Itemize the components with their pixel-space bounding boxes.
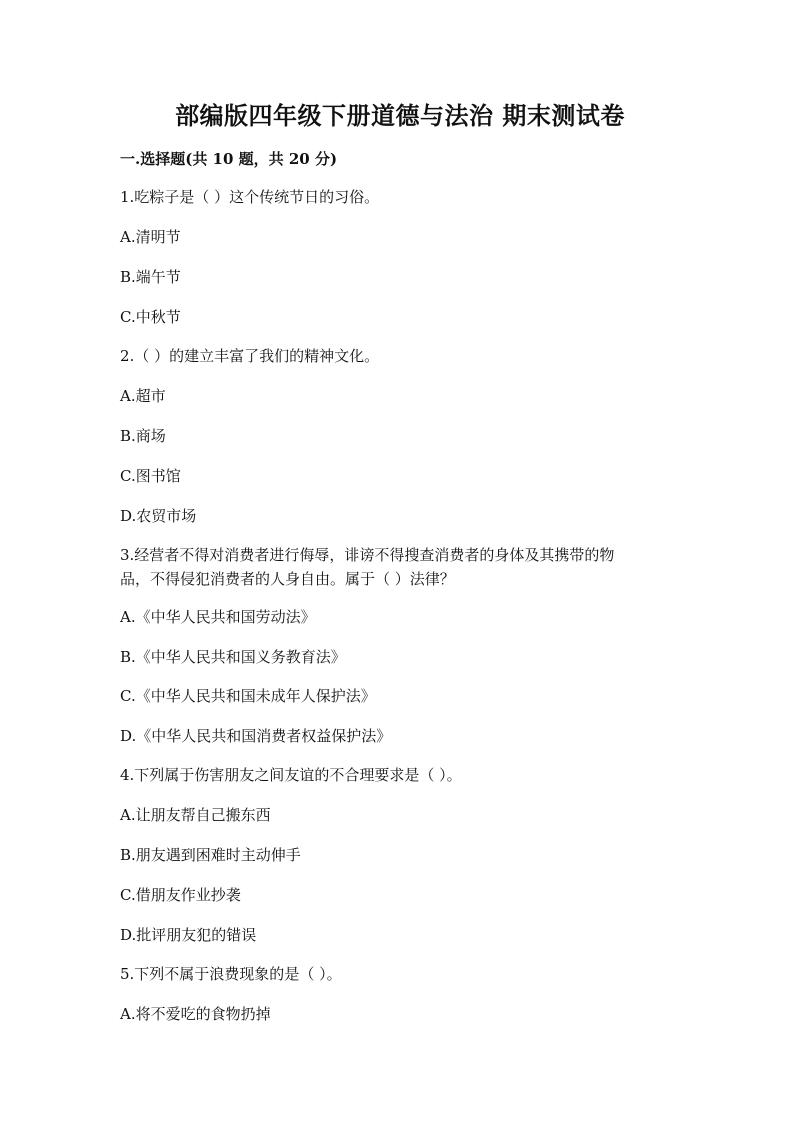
question-2-option-a: A.超市 <box>120 387 166 405</box>
question-5-option-a: A.将不爱吃的食物扔掉 <box>120 1005 271 1023</box>
question-1-option-a: A.清明节 <box>120 228 181 246</box>
question-4-stem: 4.下列属于伤害朋友之间友谊的不合理要求是（ ）。 <box>120 766 462 784</box>
question-4-option-a: A.让朋友帮自己搬东西 <box>120 806 271 824</box>
question-3-option-d: D.《中华人民共和国消费者权益保护法》 <box>120 727 392 745</box>
question-1-option-b: B.端午节 <box>120 268 181 286</box>
question-3-option-c: C.《中华人民共和国未成年人保护法》 <box>120 687 376 705</box>
question-4-option-d: D.批评朋友犯的错误 <box>120 926 257 944</box>
question-1-stem: 1.吃粽子是（ ）这个传统节日的习俗。 <box>120 188 380 206</box>
question-2-option-c: C.图书馆 <box>120 467 181 485</box>
question-2-option-b: B.商场 <box>120 427 166 445</box>
question-3-option-b: B.《中华人民共和国义务教育法》 <box>120 648 346 666</box>
question-3-option-a: A.《中华人民共和国劳动法》 <box>120 608 316 626</box>
question-5-stem: 5.下列不属于浪费现象的是（ ）。 <box>120 965 342 983</box>
page-title: 部编版四年级下册道德与法治 期末测试卷 <box>175 101 625 130</box>
question-1-option-c: C.中秋节 <box>120 308 181 326</box>
question-3-stem-line-1: 3.经营者不得对消费者进行侮辱，诽谤不得搜查消费者的身体及其携带的物 <box>120 546 615 564</box>
question-4-option-c: C.借朋友作业抄袭 <box>120 886 241 904</box>
question-2-option-d: D.农贸市场 <box>120 507 197 525</box>
question-3-stem-line-2: 品，不得侵犯消费者的人身自由。属于（ ）法律？ <box>120 570 455 588</box>
section-heading: 一.选择题(共 10 题，共 20 分) <box>120 150 338 168</box>
question-4-option-b: B.朋友遇到困难时主动伸手 <box>120 846 301 864</box>
question-2-stem: 2.（ ）的建立丰富了我们的精神文化。 <box>120 347 380 365</box>
